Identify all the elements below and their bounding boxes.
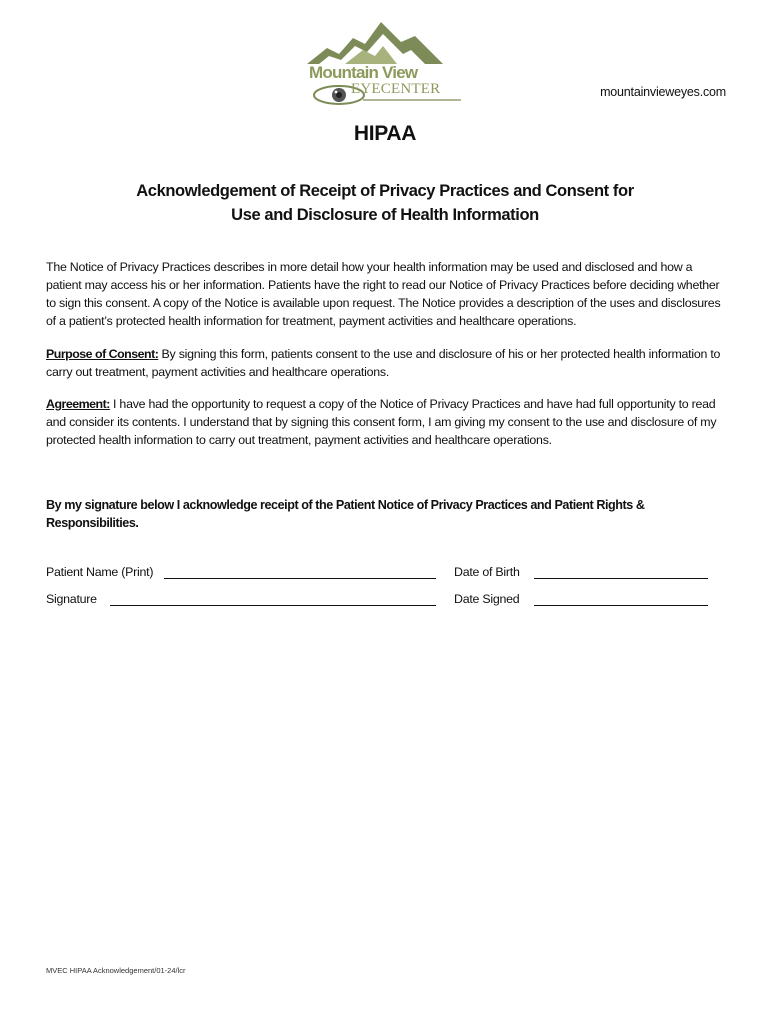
date-of-birth-label: Date of Birth <box>454 565 520 579</box>
subtitle-line-2: Use and Disclosure of Health Information <box>231 206 539 224</box>
mountain-view-logo <box>305 20 465 112</box>
purpose-paragraph <box>46 345 726 381</box>
date-signed-field <box>454 592 519 606</box>
patient-name-line[interactable] <box>164 578 436 579</box>
acknowledgement-statement: By my signature below I acknowledge receipt of the Patient Notice of Privacy Practices and Patient Rights & Responsibilities. <box>46 498 645 530</box>
purpose-label: Purpose of Consent: <box>46 347 159 361</box>
document-subtitle <box>100 179 670 227</box>
logo-brand-bottom: EYECENTER <box>351 81 441 97</box>
subtitle-line-1: Acknowledgement of Receipt of Privacy Practices and Consent for <box>136 182 634 200</box>
patient-name-field <box>46 565 153 579</box>
patient-name-label: Patient Name (Print) <box>46 565 154 579</box>
date-of-birth-line[interactable] <box>534 578 708 579</box>
signature-line[interactable] <box>110 605 436 606</box>
logo-brand-top: Mountain View <box>309 63 418 82</box>
site-url: mountainvieweyes.com <box>600 85 726 99</box>
date-signed-line[interactable] <box>534 605 708 606</box>
purpose-text: By signing this form, patients consent to the use and disclosure of his or her protected health information to carry out treatment, payment activities and healthcare operations. <box>46 347 721 379</box>
agreement-label: Agreement: <box>46 397 110 411</box>
notice-paragraph: The Notice of Privacy Practices describes in more detail how your health information may be used and disclosed and how a patient may access his or her information. Patients have the right to read our Notice of Privacy Practices before deciding whether to sign this consent. A copy of the Notice is available upon request. The Notice provides a description of the uses and disclosures of a patient’s protected health information for treatment, payment activities and healthcare operations. <box>46 260 721 328</box>
agreement-paragraph <box>46 395 726 449</box>
document-title: HIPAA <box>353 122 417 145</box>
signature-field <box>46 592 97 606</box>
agreement-text: I have had the opportunity to request a copy of the Notice of Privacy Practices and have had full opportunity to read and consider its contents. I understand that by signing this consent form, I am giving my consent to the use and disclosure of my protected health information to carry out treatment, payment activities and healthcare operations. <box>46 397 717 447</box>
signature-label: Signature <box>46 592 97 606</box>
date-of-birth-field <box>454 565 520 579</box>
date-signed-label: Date Signed <box>454 592 520 606</box>
document-footer-code: MVEC HIPAA Acknowledgement/01-24/lcr <box>46 966 186 975</box>
